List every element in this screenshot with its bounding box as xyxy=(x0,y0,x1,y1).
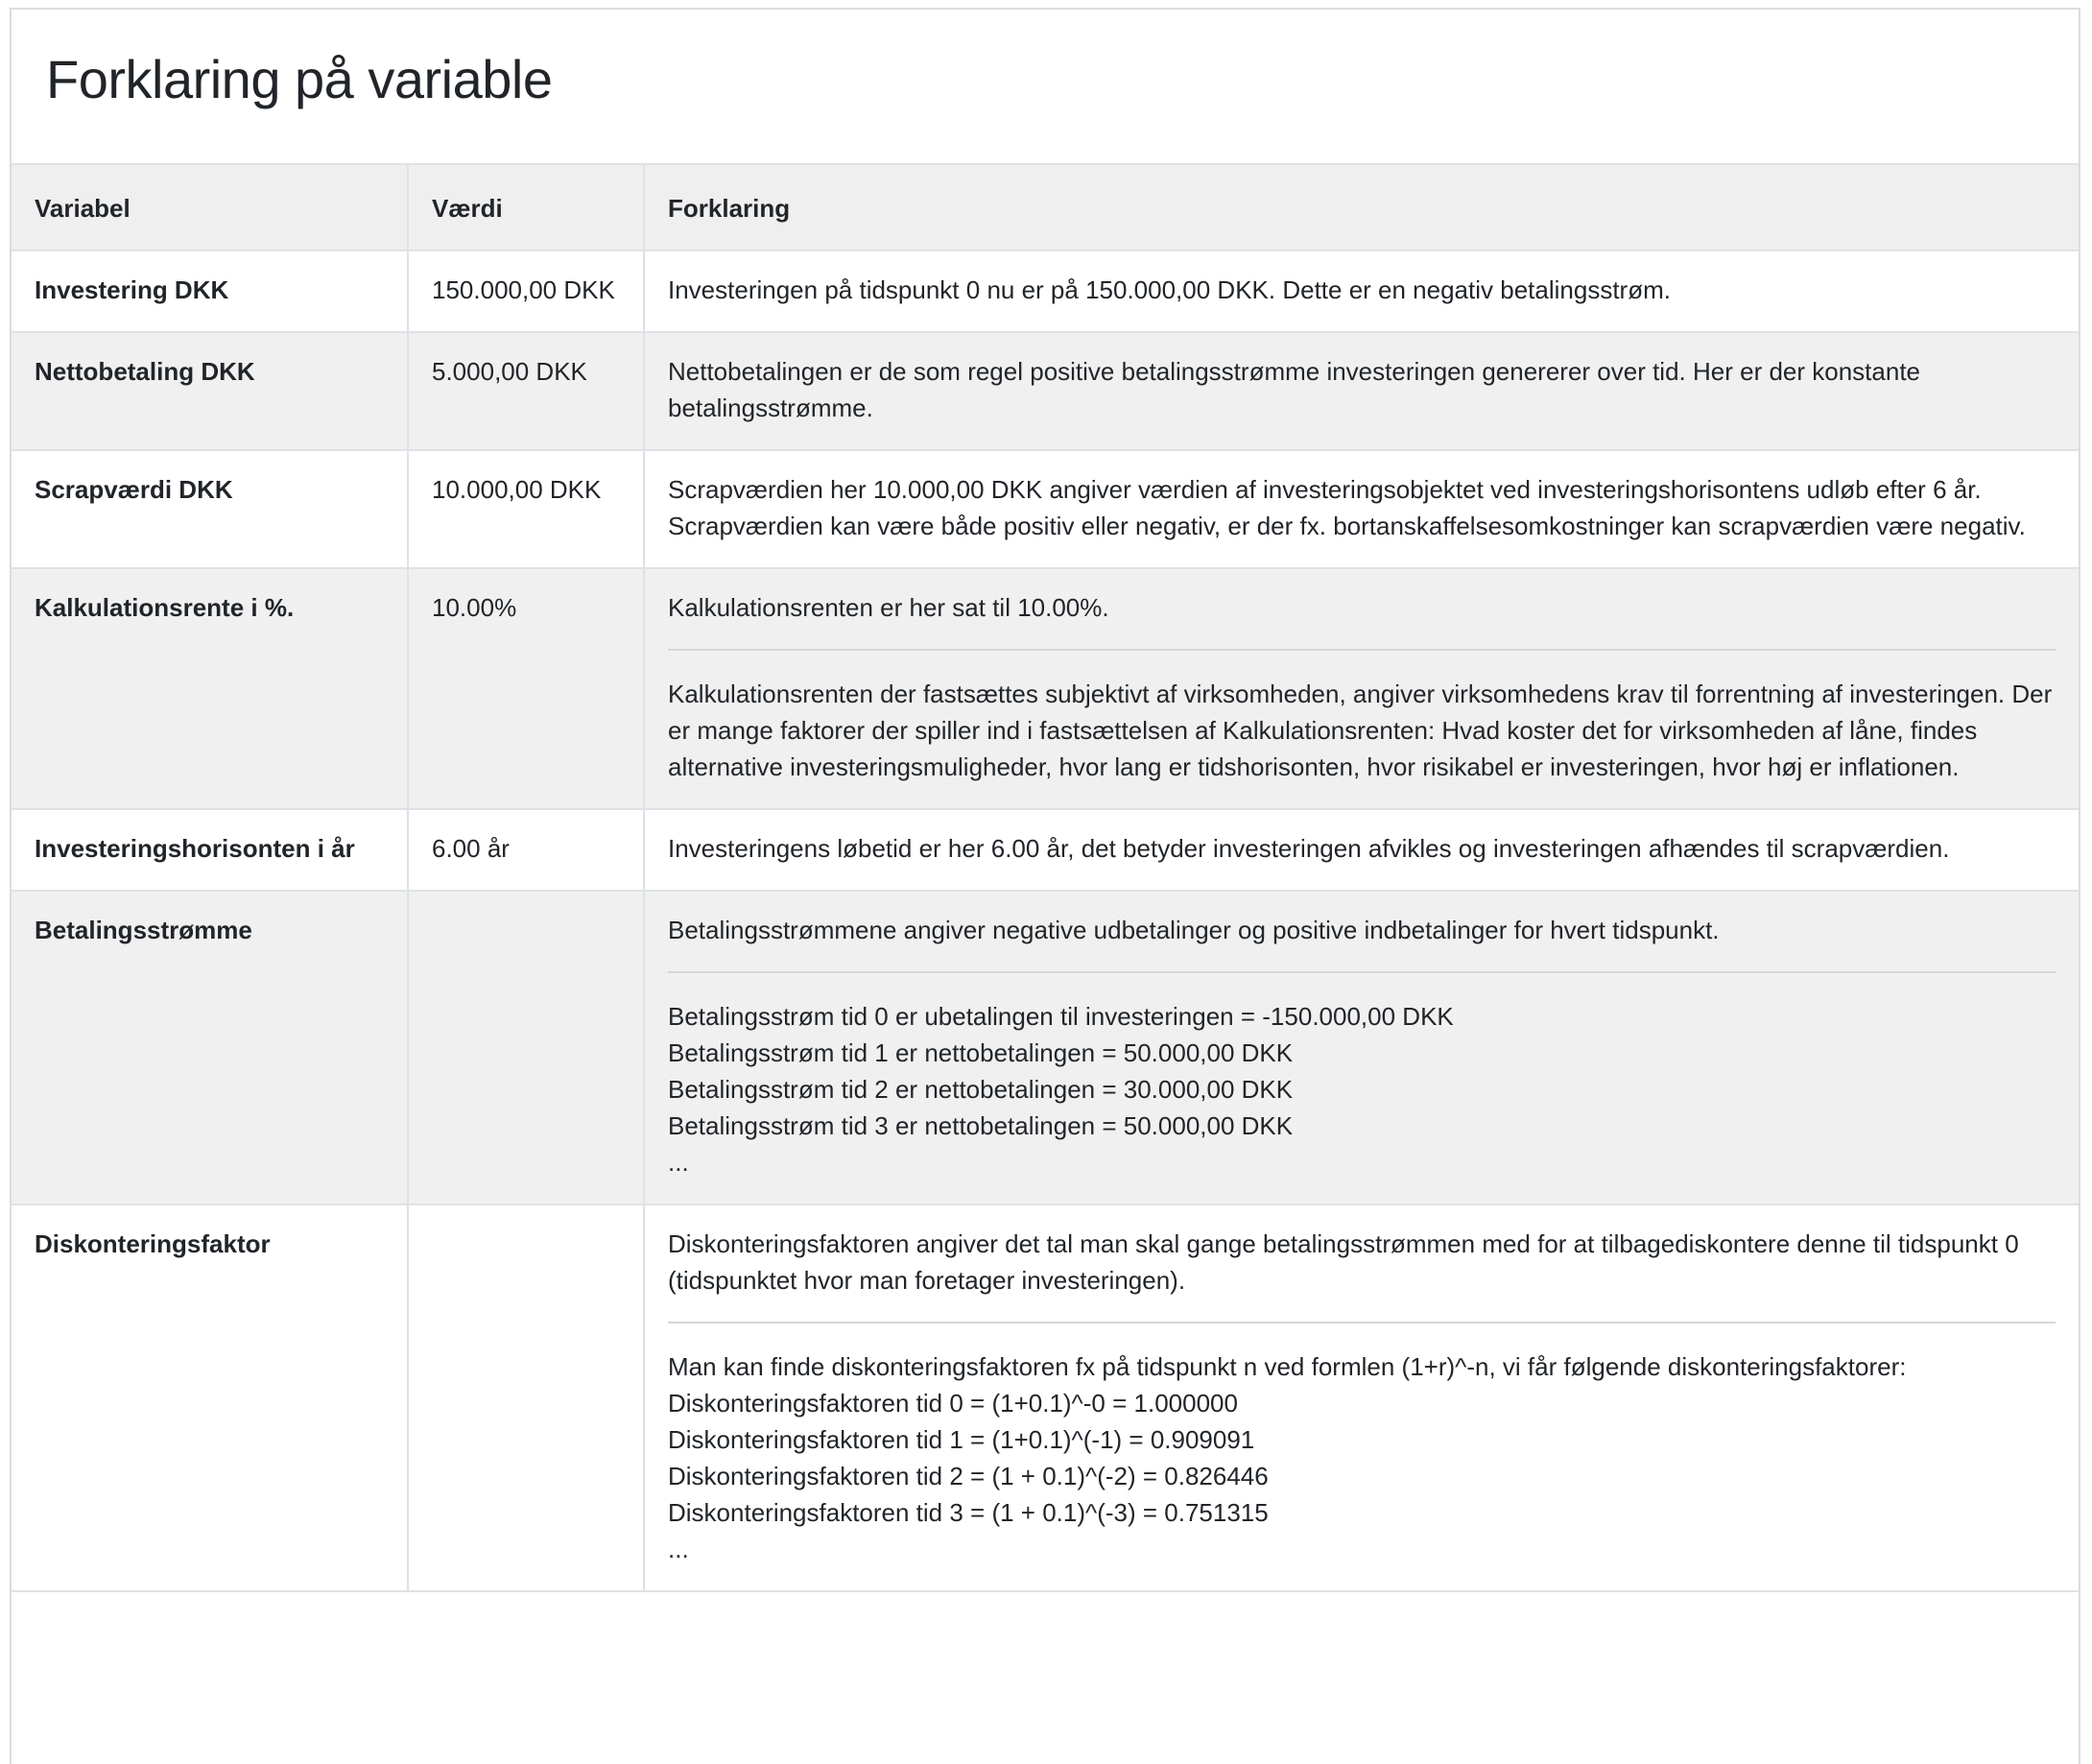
page-title: Forklaring på variable xyxy=(46,49,553,109)
variables-table xyxy=(12,163,2079,1592)
divider xyxy=(668,649,2056,651)
divider xyxy=(668,971,2056,973)
table-row xyxy=(12,809,2079,891)
variable-cell: Betalingsstrømme xyxy=(12,891,408,1204)
cashflow-line: Betalingsstrøm tid 1 er nettobetalingen = 50.000,00 DKK xyxy=(668,1038,1294,1067)
ellipsis: ... xyxy=(668,1535,689,1563)
table-row xyxy=(12,332,2079,450)
explanation-cell xyxy=(644,332,2079,450)
explanation-text: Nettobetalingen er de som regel positive betalingsstrømme investeringen genererer over tid. Her er der konstante betalingsstrømme. xyxy=(668,357,1921,422)
explanation-text: Investeringen på tidspunkt 0 nu er på 150.000,00 DKK. Dette er en negativ betalingsstrøm. xyxy=(668,275,1671,304)
column-header-explanation: Forklaring xyxy=(644,164,2079,250)
explanation-summary: Betalingsstrømmene angiver negative udbetalinger og positive indbetalinger for hvert tidspunkt. xyxy=(668,916,1720,944)
table-row xyxy=(12,250,2079,332)
discount-factor-line: Diskonteringsfaktoren tid 1 = (1+0.1)^(-1) = 0.909091 xyxy=(668,1425,1255,1454)
divider xyxy=(668,1322,2056,1323)
explanation-cell xyxy=(644,250,2079,332)
explanation-summary: Kalkulationsrenten er her sat til 10.00%. xyxy=(668,593,1109,622)
variable-cell: Nettobetaling DKK xyxy=(12,332,408,450)
explanation-cell xyxy=(644,1204,2079,1591)
explanation-cell xyxy=(644,891,2079,1204)
card-header xyxy=(12,10,2079,163)
discount-factor-line: Diskonteringsfaktoren tid 3 = (1 + 0.1)^(-3) = 0.751315 xyxy=(668,1498,1269,1527)
explanation-detail: Kalkulationsrenten der fastsættes subjektivt af virksomheden, angiver virksomhedens krav til forrentning af investeringen. Der er mange faktorer der spiller ind i fastsættelsen af Kalkulationsrenten: Hvad koster det for virksomheden af låne, findes alternative investeringsmuligheder, hvor lang er tidshorisonten, hvor risikabel er investeringen, hvor høj er inflationen. xyxy=(668,679,2053,781)
variable-cell: Scrapværdi DKK xyxy=(12,450,408,568)
value-cell: 5.000,00 DKK xyxy=(408,332,644,450)
column-header-value: Værdi xyxy=(408,164,644,250)
value-cell xyxy=(408,891,644,1204)
table-row xyxy=(12,891,2079,1204)
column-header-variable: Variabel xyxy=(12,164,408,250)
cashflow-line: Betalingsstrøm tid 0 er ubetalingen til investeringen = -150.000,00 DKK xyxy=(668,1002,1454,1031)
value-cell: 150.000,00 DKK xyxy=(408,250,644,332)
value-cell: 10.00% xyxy=(408,568,644,809)
table-row xyxy=(12,568,2079,809)
cashflow-line: Betalingsstrøm tid 2 er nettobetalingen = 30.000,00 DKK xyxy=(668,1075,1294,1104)
discount-factor-line: Diskonteringsfaktoren tid 2 = (1 + 0.1)^(-2) = 0.826446 xyxy=(668,1462,1269,1490)
variable-cell: Investering DKK xyxy=(12,250,408,332)
variable-cell: Diskonteringsfaktor xyxy=(12,1204,408,1591)
table-row xyxy=(12,450,2079,568)
explanation-cell xyxy=(644,568,2079,809)
value-cell: 10.000,00 DKK xyxy=(408,450,644,568)
table-row xyxy=(12,1204,2079,1591)
cashflow-line: Betalingsstrøm tid 3 er nettobetalingen = 50.000,00 DKK xyxy=(668,1111,1294,1140)
variable-cell: Kalkulationsrente i %. xyxy=(12,568,408,809)
variable-cell: Investeringshorisonten i år xyxy=(12,809,408,891)
explanation-cell xyxy=(644,450,2079,568)
explanation-text: Scrapværdien her 10.000,00 DKK angiver værdien af investeringsobjektet ved investeringshorisontens udløb efter 6 år. Scrapværdien kan være både positiv eller negativ, er der fx. bortanskaffelsesomkostninger kan scrapværdien være negativ. xyxy=(668,475,2026,540)
discount-factor-line: Diskonteringsfaktoren tid 0 = (1+0.1)^-0 = 1.000000 xyxy=(668,1389,1238,1418)
explanation-text: Investeringens løbetid er her 6.00 år, det betyder investeringen afvikles og investeringen afhændes til scrapværdien. xyxy=(668,834,1950,863)
value-cell xyxy=(408,1204,644,1591)
variables-card xyxy=(10,8,2080,1764)
value-cell: 6.00 år xyxy=(408,809,644,891)
table-header-row xyxy=(12,164,2079,250)
formula-intro: Man kan finde diskonteringsfaktoren fx på tidspunkt n ved formlen (1+r)^-n, vi får følgende diskonteringsfaktorer: xyxy=(668,1352,1907,1381)
ellipsis: ... xyxy=(668,1148,689,1177)
explanation-summary: Diskonteringsfaktoren angiver det tal man skal gange betalingsstrømmen med for at tilbagediskontere denne til tidspunkt 0 (tidspunktet hvor man foretager investeringen). xyxy=(668,1229,2019,1295)
explanation-cell xyxy=(644,809,2079,891)
